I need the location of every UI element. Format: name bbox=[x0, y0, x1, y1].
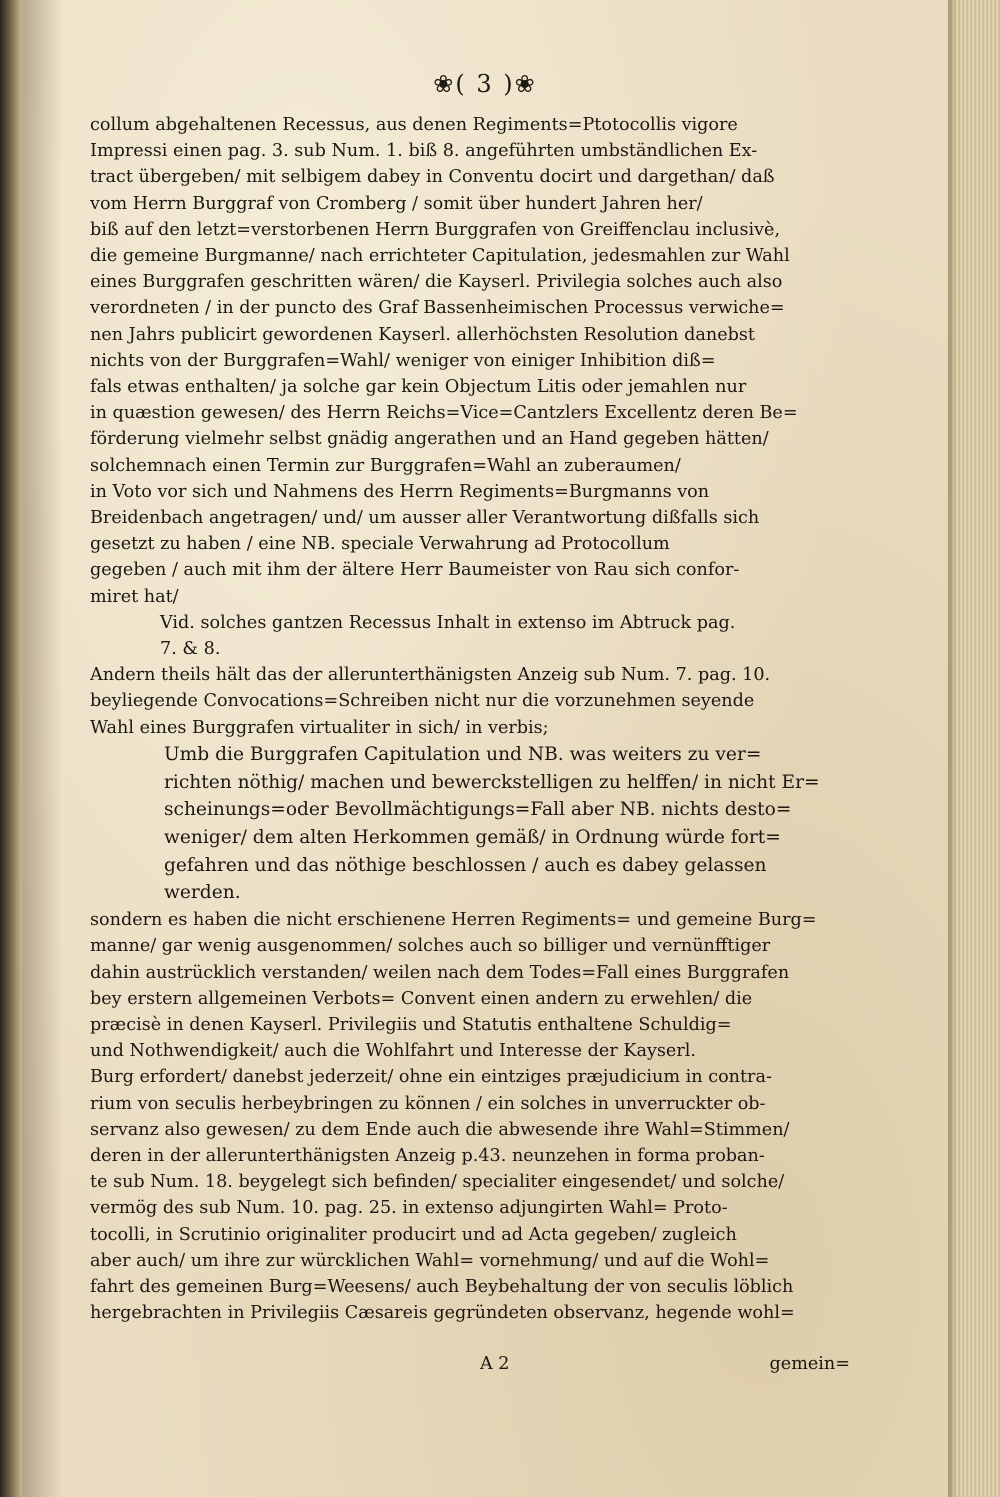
text-line: hergebrachten in Privilegiis Cæsareis gegründeten observanz, hegende wohl= bbox=[90, 1303, 795, 1324]
text-line: tract übergeben/ mit selbigem dabey in Conventu docirt und dargethan/ daß bbox=[90, 167, 775, 188]
text-line: bey erstern allgemeinen Verbots= Convent einen andern zu erwehlen/ die bbox=[90, 988, 753, 1009]
quote-line: Umb die Burggrafen Capitulation und NB. was weiters zu ver= bbox=[164, 743, 762, 765]
text-line: förderung vielmehr selbst gnädig angerathen und an Hand gegeben hätten/ bbox=[90, 429, 769, 450]
text-line: sondern es haben die nicht erschienene Herren Regiments= und gemeine Burg= bbox=[90, 910, 817, 931]
text-line: collum abgehaltenen Recessus, aus denen Regiments=Ptotocollis vigore bbox=[90, 115, 738, 135]
page-stack-edge bbox=[948, 0, 1000, 1497]
text-line: fahrt des gemeinen Burg=Weesens/ auch Beybehaltung der von seculis löblich bbox=[90, 1276, 794, 1297]
quote-line: scheinungs=oder Bevollmächtigungs=Fall aber NB. nichts desto= bbox=[164, 799, 792, 821]
text-line: Wahl eines Burggrafen virtualiter in sich/ in verbis; bbox=[90, 717, 549, 738]
text-line: tocolli, in Scrutinio originaliter producirt und ad Acta gegeben/ zugleich bbox=[90, 1224, 737, 1245]
paragraph-quote bbox=[90, 741, 850, 907]
text-line: manne/ gar wenig ausgenommen/ solches auch so billiger und vernünfftiger bbox=[90, 936, 771, 957]
text-line: Andern theils hält das der allerunterthänigsten Anzeig sub Num. 7. pag. 10. bbox=[90, 665, 771, 686]
text-line: gegeben / auch mit ihm der ältere Herr Baumeister von Rau sich confor- bbox=[90, 560, 740, 581]
text-line: Impressi einen pag. 3. sub Num. 1. biß 8. angeführten umbständlichen Ex- bbox=[90, 141, 758, 162]
catchword: gemein= bbox=[769, 1354, 850, 1374]
text-line: miret hat/ bbox=[90, 586, 179, 607]
text-line: servanz also gewesen/ zu dem Ende auch die abwesende ihre Wahl=Stimmen/ bbox=[90, 1119, 790, 1140]
text-line: Vid. solches gantzen Recessus Inhalt in extenso im Abtruck pag. bbox=[160, 612, 736, 633]
ornament-left: ❀( bbox=[433, 70, 467, 98]
text-line: vom Herrn Burggraf von Cromberg / somit über hundert Jahren her/ bbox=[90, 193, 703, 214]
text-line: vermög des sub Num. 10. pag. 25. in extenso adjungirten Wahl= Proto- bbox=[90, 1198, 728, 1219]
text-line: præcisè in denen Kayserl. Privilegiis und Statutis enthaltene Schuldig= bbox=[90, 1014, 732, 1035]
body-text bbox=[90, 112, 850, 1326]
page-number: 3 bbox=[476, 70, 494, 98]
text-line: solchemnach einen Termin zur Burggrafen=Wahl an zuberaumen/ bbox=[90, 455, 681, 476]
text-line: 7. & 8. bbox=[160, 639, 221, 660]
text-line: aber auch/ um ihre zur würcklichen Wahl= vornehmung/ und auf die Wohl= bbox=[90, 1250, 770, 1271]
gutter-shadow bbox=[22, 0, 62, 1497]
text-line: verordneten / in der puncto des Graf Bassenheimischen Processus verwiche= bbox=[90, 298, 785, 319]
text-line: beyliegende Convocations=Schreiben nicht nur die vorzunehmen seyende bbox=[90, 691, 755, 712]
text-line: nen Jahrs publicirt gewordenen Kayserl. allerhöchsten Resolution danebst bbox=[90, 324, 755, 345]
page-header bbox=[22, 70, 948, 98]
signature-mark: A 2 bbox=[480, 1354, 510, 1374]
text-line: eines Burggrafen geschritten wären/ die Kayserl. Privilegia solches auch also bbox=[90, 272, 783, 293]
text-line: in Voto vor sich und Nahmens des Herrn Regiments=Burgmanns von bbox=[90, 481, 710, 502]
ornament-right: )❀ bbox=[503, 70, 537, 98]
paragraph-vid bbox=[90, 610, 850, 662]
quote-line: werden. bbox=[164, 882, 241, 904]
text-line: rium von seculis herbeybringen zu können / ein solches in unverruckter ob- bbox=[90, 1093, 766, 1114]
paragraph-andern bbox=[90, 662, 850, 741]
text-line: dahin austrücklich verstanden/ weilen nach dem Todes=Fall eines Burggrafen bbox=[90, 962, 790, 983]
text-line: und Nothwendigkeit/ auch die Wohlfahrt und Interesse der Kayserl. bbox=[90, 1041, 696, 1062]
text-line: te sub Num. 18. beygelegt sich befinden/ specialiter eingesendet/ und solche/ bbox=[90, 1172, 785, 1193]
text-line: fals etwas enthalten/ ja solche gar kein Objectum Litis oder jemahlen nur bbox=[90, 377, 747, 398]
quote-line: weniger/ dem alten Herkommen gemäß/ in Ordnung würde fort= bbox=[164, 826, 781, 848]
text-line: gesetzt zu haben / eine NB. speciale Verwahrung ad Protocollum bbox=[90, 534, 670, 555]
text-line: biß auf den letzt=verstorbenen Herrn Burggrafen von Greiffenclau inclusivè, bbox=[90, 219, 781, 240]
left-page-edge bbox=[0, 0, 22, 1497]
text-line: deren in der allerunterthänigsten Anzeig p.43. neunzehen in forma proban- bbox=[90, 1145, 765, 1166]
document-page bbox=[22, 0, 948, 1497]
quote-line: gefahren und das nöthige beschlossen / auch es dabey gelassen bbox=[164, 854, 767, 876]
page-footer bbox=[90, 1354, 850, 1382]
text-line: die gemeine Burgmanne/ nach errichteter Capitulation, jedesmahlen zur Wahl bbox=[90, 246, 790, 267]
text-line: Burg erfordert/ danebst jederzeit/ ohne ein eintziges præjudicium in contra- bbox=[90, 1067, 772, 1088]
paragraph-recessus bbox=[90, 112, 850, 610]
text-line: Breidenbach angetragen/ und/ um ausser aller Verantwortung dißfalls sich bbox=[90, 508, 760, 529]
paragraph-sondern bbox=[90, 907, 850, 1326]
text-line: in quæstion gewesen/ des Herrn Reichs=Vice=Cantzlers Excellentz deren Be= bbox=[90, 403, 798, 424]
quote-line: richten nöthig/ machen und bewerckstelligen zu helffen/ in nicht Er= bbox=[164, 771, 820, 793]
text-line: nichts von der Burggrafen=Wahl/ weniger von einiger Inhibition diß= bbox=[90, 350, 716, 371]
